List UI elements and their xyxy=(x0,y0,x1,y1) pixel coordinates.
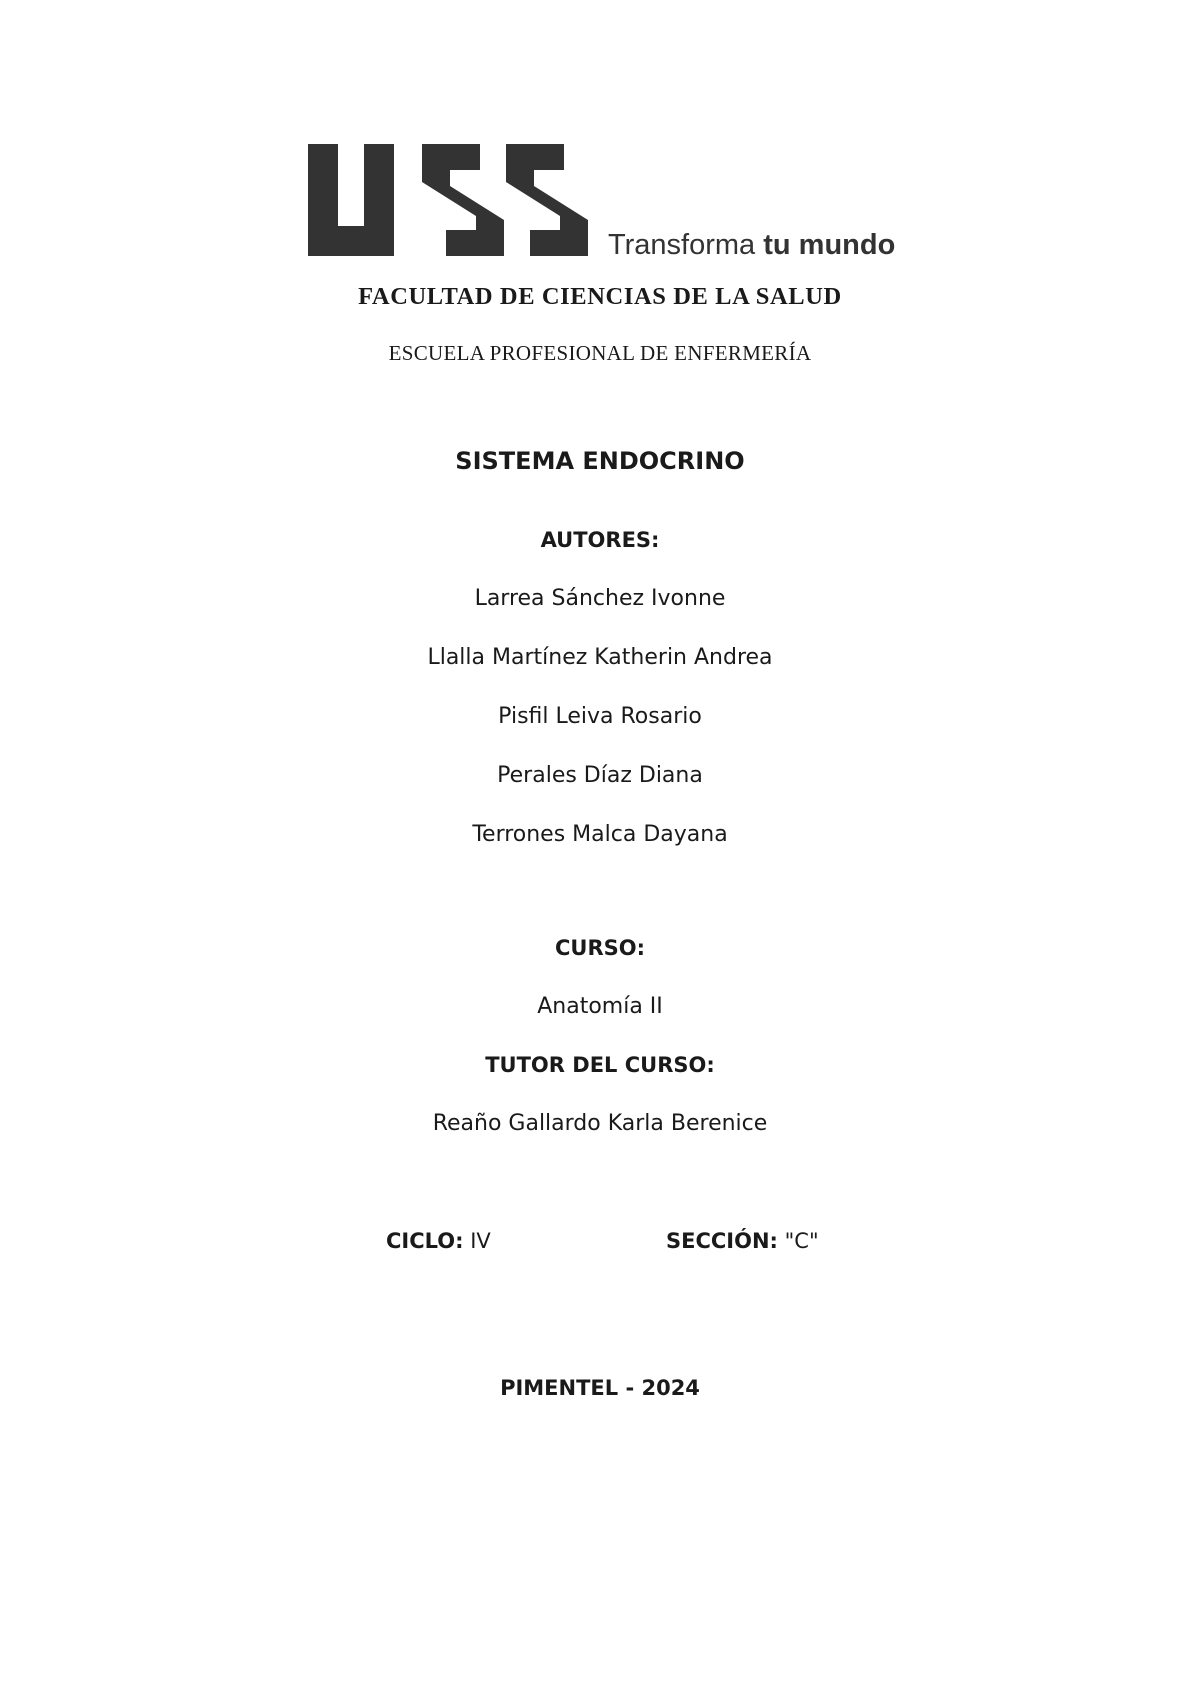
author-name: Pisfil Leiva Rosario xyxy=(498,704,702,729)
faculty-heading: FACULTAD DE CIENCIAS DE LA SALUD xyxy=(358,283,842,310)
course-value: Anatomía II xyxy=(537,994,663,1019)
author-name: Perales Díaz Diana xyxy=(497,763,703,788)
section-field xyxy=(666,1229,819,1253)
tutor-label: TUTOR DEL CURSO: xyxy=(485,1053,715,1077)
author-name: Llalla Martínez Katherin Andrea xyxy=(427,645,773,670)
cycle-value: IV xyxy=(470,1229,491,1253)
school-heading: ESCUELA PROFESIONAL DE ENFERMERÍA xyxy=(388,341,812,365)
author-name: Larrea Sánchez Ivonne xyxy=(474,586,726,611)
uss-logo xyxy=(308,144,908,262)
section-value: "C" xyxy=(784,1229,819,1253)
cycle-field xyxy=(386,1229,491,1253)
document-title: SISTEMA ENDOCRINO xyxy=(455,447,745,475)
tutor-value: Reaño Gallardo Karla Berenice xyxy=(432,1111,768,1136)
logo-tagline: Transforma tu mundo xyxy=(608,229,896,261)
place-year: PIMENTEL - 2024 xyxy=(500,1376,700,1400)
course-label: CURSO: xyxy=(554,936,645,960)
authors-label: AUTORES: xyxy=(540,528,660,552)
section-label: SECCIÓN: xyxy=(666,1229,778,1253)
author-name: Terrones Malca Dayana xyxy=(472,822,728,847)
cycle-label: CICLO: xyxy=(386,1229,464,1253)
